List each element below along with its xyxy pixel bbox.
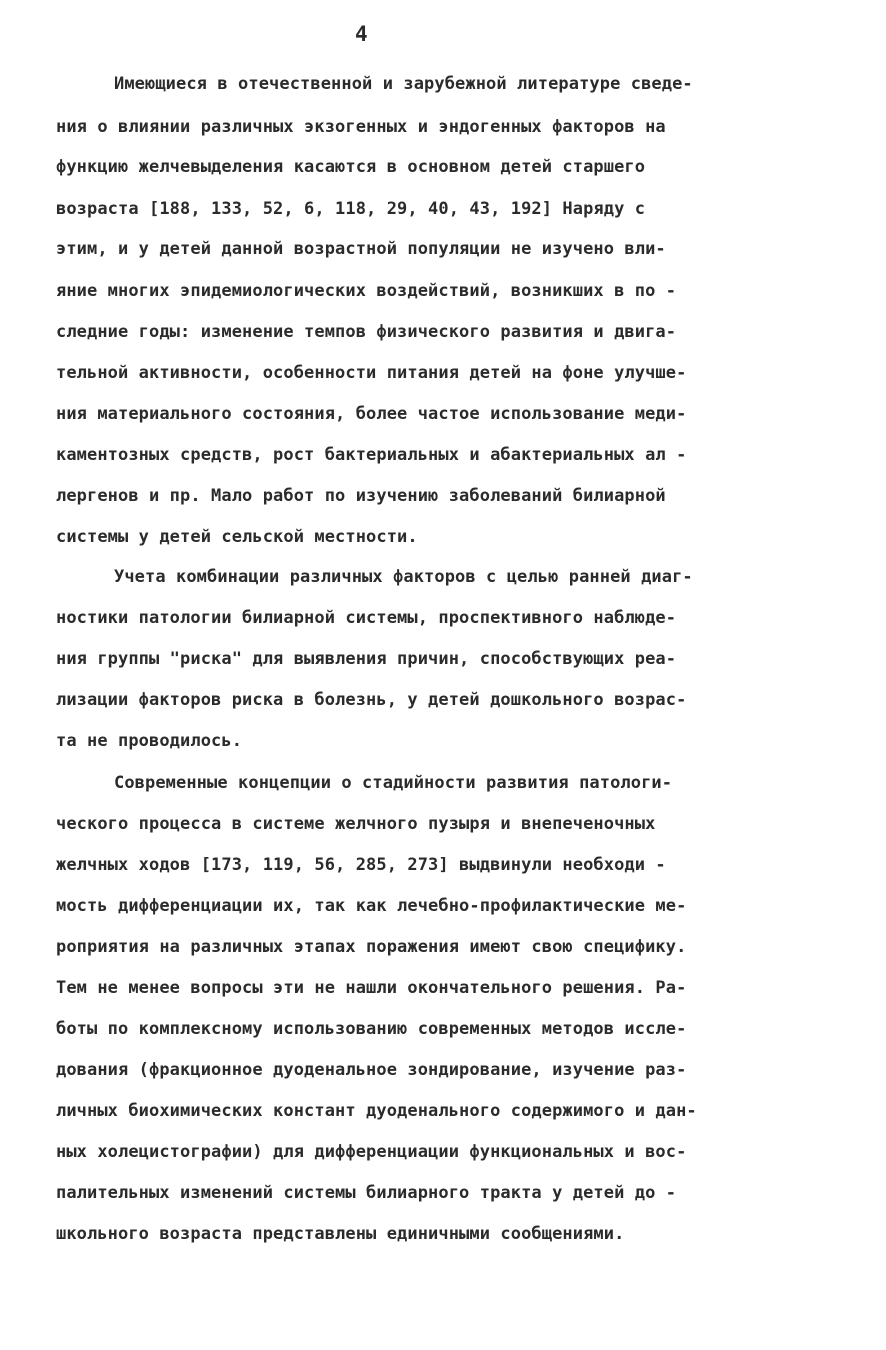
text-line: Современные концепции о стадийности развития патологи- xyxy=(114,773,673,793)
text-line: боты по комплексному использованию современных методов иссле- xyxy=(56,1019,687,1039)
text-line: школьного возраста представлены единичными сообщениями. xyxy=(56,1224,625,1244)
page-number: 4 xyxy=(355,22,368,46)
text-line: лергенов и пр. Мало работ по изучению заболеваний билиарной xyxy=(56,486,666,506)
text-line: каментозных средств, рост бактериальных и абактериальных ал - xyxy=(56,445,687,465)
text-line: возраста [188, 133, 52, 6, 118, 29, 40, 43, 192] Наряду с xyxy=(56,199,646,219)
text-line: ния группы "риска" для выявления причин, способствующих реа- xyxy=(56,649,677,669)
text-line: этим, и у детей данной возрастной популяции не изучено вли- xyxy=(56,239,666,259)
text-line: роприятия на различных этапах поражения имеют свою специфику. xyxy=(56,937,687,957)
text-line: та не проводилось. xyxy=(56,731,243,751)
text-line: Тем не менее вопросы эти не нашли окончательного решения. Ра- xyxy=(56,978,687,998)
text-line: желчных ходов [173, 119, 56, 285, 273] выдвинули необходи - xyxy=(56,855,666,875)
text-line: палительных изменений системы билиарного тракта у детей до - xyxy=(56,1183,677,1203)
text-line: ностики патологии билиарной системы, проспективного наблюде- xyxy=(56,608,677,628)
text-line: яние многих эпидемиологических воздействий, возникших в по - xyxy=(56,281,677,301)
text-line: дования (фракционное дуоденальное зондирование, изучение раз- xyxy=(56,1060,687,1080)
text-line: тельной активности, особенности питания детей на фоне улучше- xyxy=(56,363,687,383)
text-line: следние годы: изменение темпов физического развития и двига- xyxy=(56,322,677,342)
text-line: личных биохимических констант дуоденального содержимого и дан- xyxy=(56,1101,697,1121)
text-line: ния материального состояния, более частое использование меди- xyxy=(56,404,687,424)
text-line: лизации факторов риска в болезнь, у детей дошкольного возрас- xyxy=(56,690,687,710)
text-line: ческого процесса в системе желчного пузыря и внепеченочных xyxy=(56,814,656,834)
text-line: Имеющиеся в отечественной и зарубежной литературе сведе- xyxy=(114,74,693,94)
text-line: мость дифференциации их, так как лечебно-профилактические ме- xyxy=(56,896,687,916)
text-line: ния о влиянии различных экзогенных и эндогенных факторов на xyxy=(56,117,666,137)
text-line: ных холецистографии) для дифференциации функциональных и вос- xyxy=(56,1142,687,1162)
text-line: системы у детей сельской местности. xyxy=(56,527,418,547)
text-line: функцию желчевыделения касаются в основном детей старшего xyxy=(56,157,646,177)
text-line: Учета комбинации различных факторов с целью ранней диаг- xyxy=(114,567,693,587)
